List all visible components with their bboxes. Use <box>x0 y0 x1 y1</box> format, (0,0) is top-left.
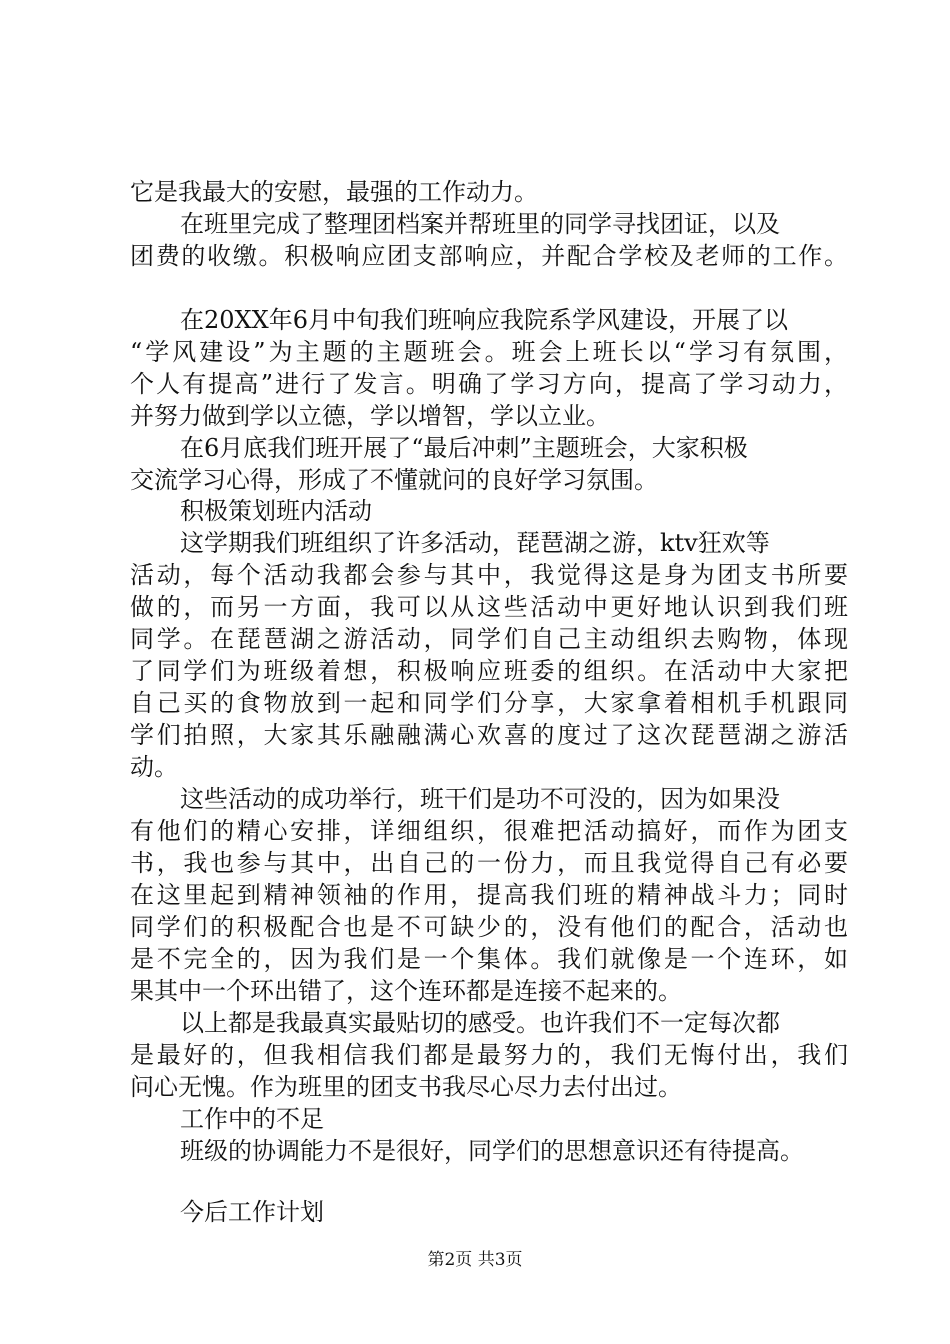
text-line: 了同学们为班级着想，积极响应班委的组织。在活动中大家把 <box>130 657 848 685</box>
text-line: 果其中一个环出错了，这个连环都是连接不起来的。 <box>130 977 682 1005</box>
text-line: 个人有提高”进行了发言。明确了学习方向，提高了学习动力， <box>130 370 848 398</box>
text-line: 书，我也参与其中，出自己的一份力，而且我觉得自己有必要 <box>130 849 848 877</box>
text-line: 是最好的，但我相信我们都是最努力的，我们无悔付出，我们 <box>130 1041 848 1069</box>
text-line: 同学们的积极配合也是不可缺少的，没有他们的配合，活动也 <box>130 913 848 941</box>
text-line: 在班里完成了整理团档案并帮班里的同学寻找团证，以及 <box>180 210 780 238</box>
text-line: “学风建设”为主题的主题班会。班会上班长以“学习有氛围， <box>130 338 848 366</box>
text-line: 问心无愧。作为班里的团支书我尽心尽力去付出过。 <box>130 1073 682 1101</box>
text-line: 学们拍照，大家其乐融融满心欢喜的度过了这次琵琶湖之游活 <box>130 721 848 749</box>
section-heading: 积极策划班内活动 <box>180 497 372 525</box>
text-line: 在6月底我们班开展了“最后冲刺”主题班会，大家积极 <box>180 434 748 462</box>
text-line: 并努力做到学以立德，学以增智，学以立业。 <box>130 402 610 430</box>
text-line: 动。 <box>130 753 178 781</box>
text-line: 这些活动的成功举行，班干们是功不可没的，因为如果没 <box>180 785 780 813</box>
text-line: 交流学习心得，形成了不懂就问的良好学习氛围。 <box>130 466 658 494</box>
text-line: 班级的协调能力不是很好，同学们的思想意识还有待提高。 <box>180 1137 804 1165</box>
text-line: 在20XX年6月中旬我们班响应我院系学风建设，开展了以 <box>180 306 788 334</box>
section-heading: 今后工作计划 <box>180 1198 324 1226</box>
text-line: 团费的收缴。积极响应团支部响应，并配合学校及老师的工作。 <box>130 242 848 270</box>
section-heading: 工作中的不足 <box>180 1105 324 1133</box>
text-line: 做的，而另一方面，我可以从这些活动中更好地认识到我们班 <box>130 593 848 621</box>
text-line: 这学期我们班组织了许多活动，琵琶湖之游，ktv狂欢等 <box>180 529 770 557</box>
page-number-footer: 第2页 共3页 <box>427 1250 523 1270</box>
text-line: 有他们的精心安排，详细组织，很难把活动搞好，而作为团支 <box>130 817 848 845</box>
text-line: 同学。在琵琶湖之游活动，同学们自己主动组织去购物，体现 <box>130 625 848 653</box>
text-line: 它是我最大的安慰，最强的工作动力。 <box>130 178 538 206</box>
text-line: 自己买的食物放到一起和同学们分享，大家拿着相机手机跟同 <box>130 689 848 717</box>
text-line: 以上都是我最真实最贴切的感受。也许我们不一定每次都 <box>180 1009 780 1037</box>
text-line: 活动，每个活动我都会参与其中，我觉得这是身为团支书所要 <box>130 561 848 589</box>
text-line: 在这里起到精神领袖的作用，提高我们班的精神战斗力；同时 <box>130 881 848 909</box>
text-line: 是不完全的，因为我们是一个集体。我们就像是一个连环，如 <box>130 945 848 973</box>
